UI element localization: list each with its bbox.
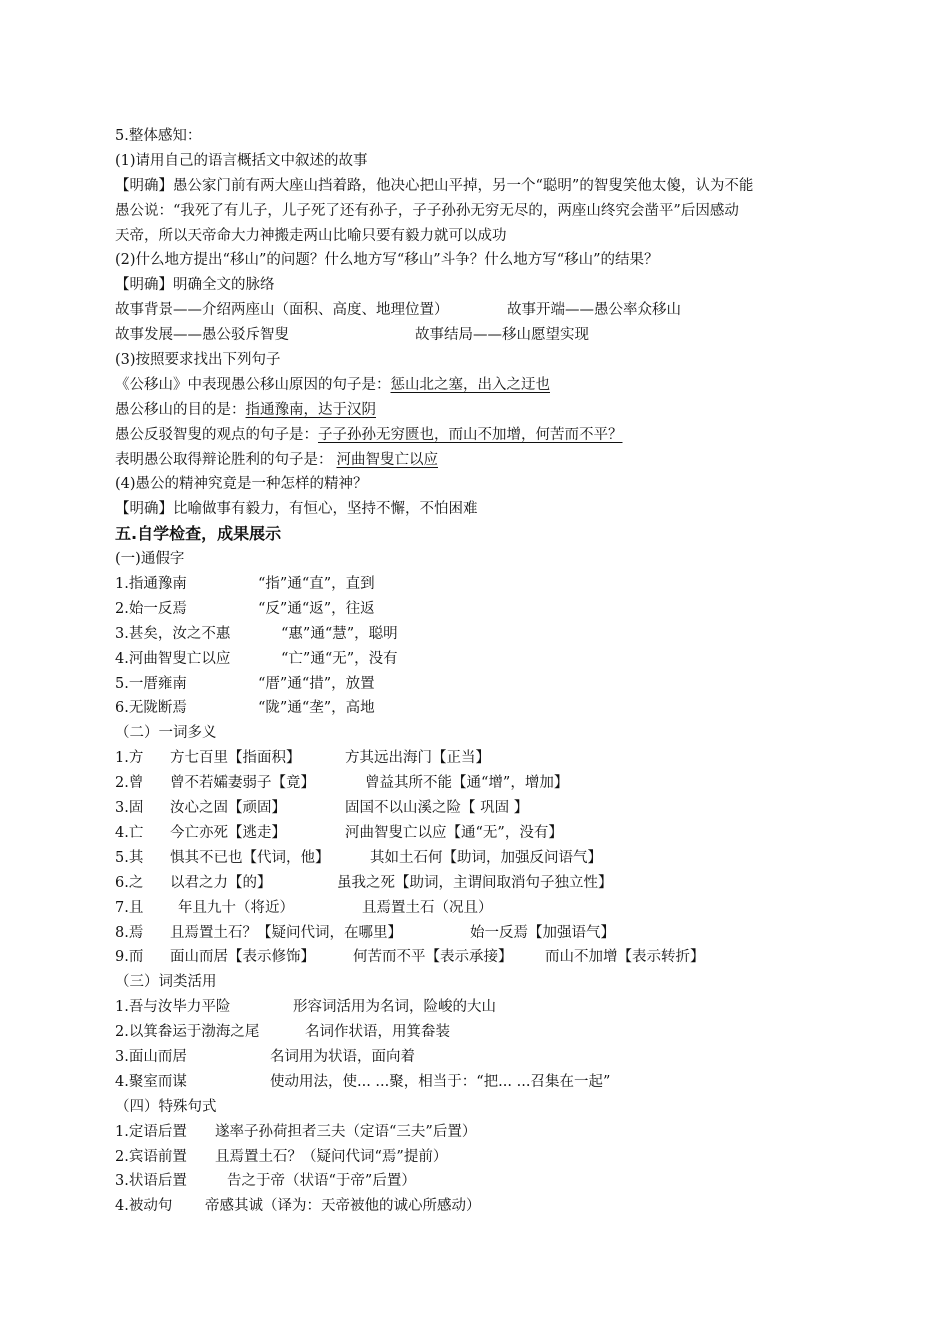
story-ending: 故事结局——移山愿望实现 — [415, 327, 589, 344]
teshu-type: 2.宾语前置 — [115, 1148, 187, 1165]
duoyi-word: 6.之 — [115, 874, 144, 891]
teshu-item — [115, 1194, 855, 1219]
answer-1-line-1: 【明确】愚公家门前有两大座山挡着路，他决心把山平掉，另一个“聪明”的智叟笑他太傻，认为不能 — [115, 177, 754, 194]
tongjia-explanation: “厝”通“措”，放置 — [258, 675, 375, 692]
story-background: 故事背景——介绍两座山（面积、高度、地理位置） — [115, 302, 449, 319]
requirement-3-label: 愚公反驳智叟的观点的句子是： — [115, 426, 318, 443]
duoyi-item — [115, 896, 855, 921]
duoyi-usage-2: 何苦而不平【表示承接】 — [353, 949, 513, 966]
duoyi-item — [115, 945, 855, 970]
huoyong-item — [115, 1045, 855, 1070]
huoyong-phrase: 1.吾与汝毕力平险 — [115, 999, 231, 1016]
huoyong-item — [115, 1020, 855, 1045]
duoyi-usage-1: 面山而居【表示修饰】 — [170, 949, 315, 966]
duoyi-item — [115, 821, 855, 846]
tongjia-explanation: “惠”通“慧”，聪明 — [281, 625, 398, 642]
tongjia-item — [115, 572, 855, 597]
duoyi-item — [115, 771, 855, 796]
duoyi-item — [115, 846, 855, 871]
tongjia-title: (一)通假字 — [115, 551, 185, 568]
duoyi-word: 7.且 — [115, 899, 144, 916]
tongjia-item — [115, 672, 855, 697]
tongjia-phrase: 5.一厝雍南 — [115, 675, 187, 692]
duoyi-word: 8.焉 — [115, 924, 144, 941]
duoyi-usage-2: 曾益其所不能【通“增”，增加】 — [365, 775, 569, 792]
duoyi-word: 1.方 — [115, 750, 144, 767]
huoyong-title: （三）词类活用 — [115, 974, 217, 991]
duoyi-usage-2: 始一反焉【加强语气】 — [470, 924, 615, 941]
requirement-2-label: 愚公移山的目的是： — [115, 401, 246, 418]
huoyong-explanation: 名词作状语，用箕畚装 — [305, 1024, 450, 1041]
teshu-item — [115, 1120, 855, 1145]
duoyi-usage-1: 年且九十（将近） — [178, 899, 294, 916]
huoyong-explanation: 使动用法，使... ...聚，相当于：“把... ...召集在一起” — [270, 1073, 611, 1090]
duoyi-usage-2: 且焉置土石（况且） — [362, 899, 493, 916]
teshu-example: 帝感其诚（译为：天帝被他的诚心所感动） — [205, 1198, 481, 1215]
story-development: 故事发展——愚公驳斥智叟 — [115, 327, 289, 344]
duoyi-usage-1: 以君之力【的】 — [170, 874, 272, 891]
question-1: (1)请用自己的语言概括文中叙述的故事 — [115, 152, 368, 169]
duoyi-usage-1: 汝心之固【顽固】 — [170, 800, 286, 817]
duoyi-usage-1: 方七百里【指面积】 — [170, 750, 301, 767]
tongjia-phrase: 3.甚矣，汝之不惠 — [115, 625, 231, 642]
tongjia-phrase: 4.河曲智叟亡以应 — [115, 650, 231, 667]
huoyong-phrase: 2.以箕畚运于渤海之尾 — [115, 1024, 260, 1041]
tongjia-explanation: “亡”通“无”，没有 — [281, 650, 398, 667]
huoyong-phrase: 3.面山而居 — [115, 1048, 187, 1065]
huoyong-explanation: 形容词活用为名词，险峻的大山 — [293, 999, 496, 1016]
requirement-4-answer: 河曲智叟亡以应 — [336, 451, 438, 468]
duoyi-usage-2: 虽我之死【助词，主谓间取消句子独立性】 — [337, 874, 613, 891]
document-page — [115, 124, 855, 1219]
tongjia-item — [115, 696, 855, 721]
answer-2: 【明确】明确全文的脉络 — [115, 277, 275, 294]
question-3: (3)按照要求找出下列句子 — [115, 352, 281, 369]
answer-1-line-3: 天帝，所以天帝命大力神搬走两山比喻只要有毅力就可以成功 — [115, 227, 507, 244]
requirement-2 — [115, 398, 855, 423]
duoyi-item — [115, 871, 855, 896]
duoyi-item — [115, 746, 855, 771]
requirement-1-label: 《公移山》中表现愚公移山原因的句子是： — [115, 376, 391, 393]
huoyong-item — [115, 1070, 855, 1095]
duoyi-usage-3: 而山不加增【表示转折】 — [545, 949, 705, 966]
requirement-2-answer: 指通豫南，达于汉阴 — [245, 401, 376, 418]
story-outline-row-1 — [115, 298, 855, 323]
story-start: 故事开端——愚公率众移山 — [507, 302, 681, 319]
duoyi-word: 2.曾 — [115, 775, 144, 792]
teshu-example: 遂率子孙荷担者三夫（定语“三夫”后置） — [215, 1123, 477, 1140]
tongjia-item — [115, 622, 855, 647]
tongjia-item — [115, 647, 855, 672]
tongjia-explanation: “陇”通“垄”，高地 — [258, 700, 375, 717]
tongjia-phrase: 6.无陇断焉 — [115, 700, 187, 717]
tongjia-item — [115, 597, 855, 622]
duoyi-usage-1: 曾不若孀妻弱子【竟】 — [170, 775, 315, 792]
requirement-4 — [115, 448, 855, 473]
tongjia-explanation: “指”通“直”，直到 — [258, 576, 375, 593]
tongjia-phrase: 1.指通豫南 — [115, 576, 187, 593]
requirement-4-label: 表明愚公取得辩论胜利的句子是： — [115, 451, 333, 468]
teshu-item — [115, 1169, 855, 1194]
teshu-example: 且焉置土石？（疑问代词“焉”提前） — [215, 1148, 448, 1165]
answer-4: 【明确】比喻做事有毅力，有恒心，坚持不懈，不怕困难 — [115, 501, 478, 518]
story-outline-row-2 — [115, 323, 855, 348]
section-5-title: 5.整体感知： — [115, 128, 202, 144]
requirement-3-answer: 子子孙孙无穷匮也，而山不加增，何苦而不平？ — [318, 426, 623, 443]
huoyong-item — [115, 995, 855, 1020]
requirement-3 — [115, 423, 855, 448]
duoyi-item — [115, 796, 855, 821]
duoyi-usage-1: 今亡亦死【逃走】 — [170, 824, 286, 841]
duoyi-usage-1: 且焉置土石？【疑问代词，在哪里】 — [170, 924, 402, 941]
duoyi-usage-2: 固国不以山溪之险【 巩固 】 — [345, 800, 529, 817]
tongjia-phrase: 2.始一反焉 — [115, 600, 187, 617]
teshu-example: 告之于帝（状语“于帝”后置） — [227, 1173, 416, 1190]
duoyi-usage-2: 河曲智叟亡以应【通“无”，没有】 — [345, 824, 563, 841]
requirement-1-answer: 惩山北之塞，出入之迂也 — [390, 376, 550, 393]
teshu-type: 4.被动句 — [115, 1198, 173, 1215]
question-4: (4)愚公的精神究竟是一种怎样的精神？ — [115, 476, 368, 493]
question-2: (2)什么地方提出“移山”的问题？什么地方写“移山”斗争？什么地方写“移山”的结果？ — [115, 252, 659, 269]
duoyi-item — [115, 921, 855, 946]
huoyong-explanation: 名词用为状语，面向着 — [270, 1048, 415, 1065]
huoyong-phrase: 4.聚室而谋 — [115, 1073, 187, 1090]
duoyi-usage-2: 其如土石何【助词，加强反问语气】 — [370, 849, 602, 866]
duoyi-word: 5.其 — [115, 849, 144, 866]
teshu-title: （四）特殊句式 — [115, 1098, 217, 1115]
section-5-heading: 五.自学检查，成果展示 — [115, 524, 282, 544]
duoyi-word: 9.而 — [115, 949, 144, 966]
duoyi-usage-2: 方其远出海门【正当】 — [345, 750, 490, 767]
duoyi-usage-1: 惧其不已也【代词，他】 — [170, 849, 330, 866]
duoyi-title: （二）一词多义 — [115, 725, 217, 742]
answer-1-line-2: 愚公说：“我死了有儿子，儿子死了还有孙子，子子孙孙无穷无尽的，两座山终究会凿平”后因感动 — [115, 202, 739, 219]
teshu-item — [115, 1145, 855, 1170]
requirement-1 — [115, 373, 855, 398]
teshu-type: 1.定语后置 — [115, 1123, 187, 1140]
tongjia-explanation: “反”通“返”，往返 — [258, 600, 375, 617]
duoyi-word: 4.亡 — [115, 824, 144, 841]
duoyi-word: 3.固 — [115, 800, 144, 817]
teshu-type: 3.状语后置 — [115, 1173, 187, 1190]
